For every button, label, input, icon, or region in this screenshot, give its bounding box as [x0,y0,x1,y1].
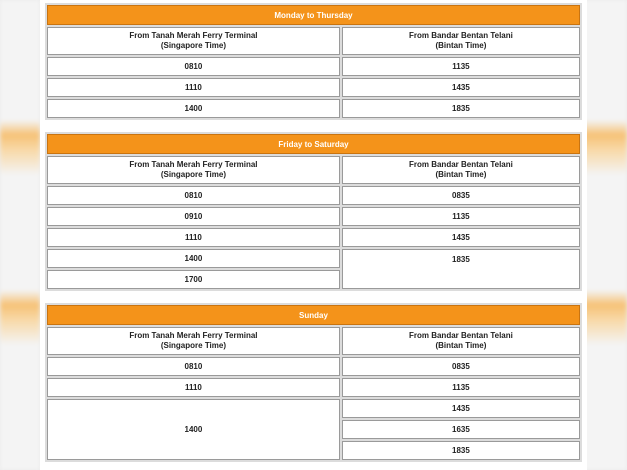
column-header-line1: From Bandar Bentan Telani [408,160,513,169]
column-header-line1: From Tanah Merah Ferry Terminal [129,160,258,169]
singapore-time: 1400 [47,249,340,268]
schedule-page [40,0,587,470]
background-left-blur [0,0,40,470]
schedule-title: Sunday [47,305,580,325]
column-header-bintan [342,327,580,355]
table-row [47,378,580,397]
bintan-time: 0835 [342,186,580,205]
singapore-time: 1110 [47,78,340,97]
bintan-time: 0835 [342,357,580,376]
schedule-title: Friday to Saturday [47,134,580,154]
column-header-line1: From Tanah Merah Ferry Terminal [129,31,258,40]
schedule-title: Monday to Thursday [47,5,580,25]
singapore-time: 0810 [47,357,340,376]
column-header-line1: From Bandar Bentan Telani [408,31,513,40]
bintan-time: 1135 [342,207,580,226]
bintan-time: 1635 [342,420,580,439]
column-header-bintan [342,27,580,55]
singapore-time: 1400 [47,99,340,118]
background-right-blur [582,0,627,470]
schedule-table-monday-thursday [45,3,582,120]
bintan-time: 1835 [342,441,580,460]
table-row [47,357,580,376]
column-header-line2: (Bintan Time) [435,341,487,350]
schedule-table-sunday [45,303,582,462]
singapore-time: 0810 [47,57,340,76]
table-row [47,249,580,268]
table-row [47,78,580,97]
column-header-singapore [47,327,340,355]
table-row [47,99,580,118]
table-row [47,228,580,247]
bintan-time: 1135 [342,57,580,76]
column-header-bintan [342,156,580,184]
column-header-line2: (Singapore Time) [160,170,227,179]
bintan-time: 1835 [342,249,580,289]
singapore-time: 1400 [47,399,340,460]
column-header-line2: (Singapore Time) [160,341,227,350]
table-row [47,207,580,226]
bintan-time: 1435 [342,78,580,97]
column-header-line2: (Bintan Time) [435,170,487,179]
column-header-line1: From Bandar Bentan Telani [408,331,513,340]
table-row [47,399,580,418]
singapore-time: 0810 [47,186,340,205]
singapore-time: 1700 [47,270,340,289]
bintan-time: 1435 [342,228,580,247]
column-header-singapore [47,156,340,184]
singapore-time: 0910 [47,207,340,226]
column-header-line1: From Tanah Merah Ferry Terminal [129,331,258,340]
column-header-singapore [47,27,340,55]
schedule-table-friday-saturday [45,132,582,291]
bintan-time: 1435 [342,399,580,418]
singapore-time: 1110 [47,228,340,247]
bintan-time: 1135 [342,378,580,397]
column-header-line2: (Singapore Time) [160,41,227,50]
column-header-line2: (Bintan Time) [435,41,487,50]
table-row [47,186,580,205]
table-row [47,57,580,76]
singapore-time: 1110 [47,378,340,397]
bintan-time: 1835 [342,99,580,118]
